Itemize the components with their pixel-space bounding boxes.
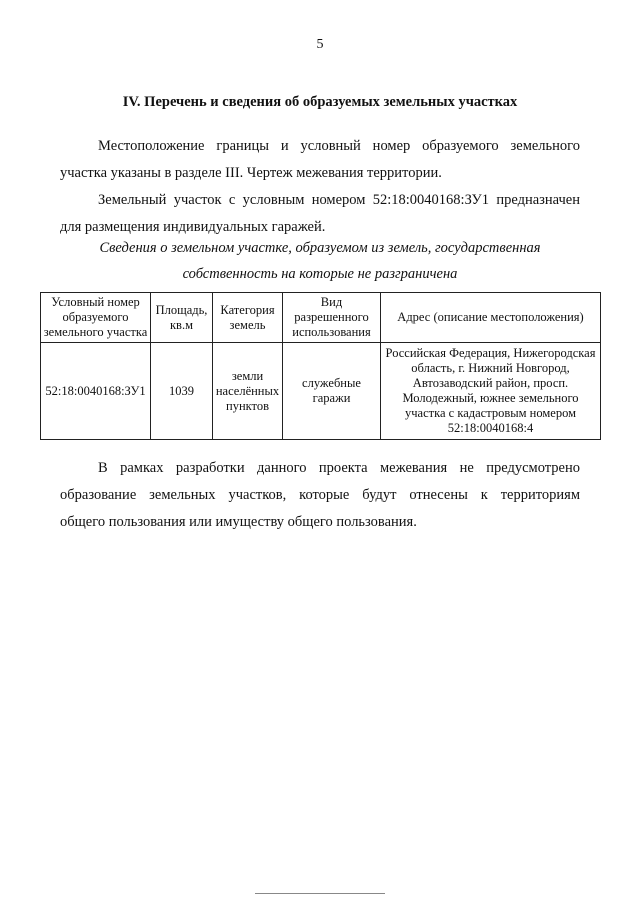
parcels-table <box>40 292 601 440</box>
table-header-row <box>41 293 601 343</box>
bottom-rule <box>255 893 385 894</box>
cell-conditional-number: 52:18:0040168:ЗУ1 <box>41 343 151 440</box>
table-row <box>41 343 601 440</box>
paragraph-line: Земельный участок с условным номером 52:18:0040168:ЗУ1 предназначен <box>98 192 580 208</box>
cell-land-category: земли населённых пунктов <box>213 343 283 440</box>
paragraph-line: участка указаны в разделе III. Чертеж межевания территории. <box>60 165 442 181</box>
paragraph-line: Местоположение границы и условный номер образуемого земельного <box>98 138 580 154</box>
header-address: Адрес (описание местоположения) <box>381 293 601 343</box>
page-number: 5 <box>316 37 324 52</box>
paragraph-location <box>60 133 580 187</box>
table-caption-line-2: собственность на которые не разграничена <box>182 266 458 282</box>
header-land-category: Категория земель <box>213 293 283 343</box>
header-conditional-number: Условный номер образуемого земельного участка <box>41 293 151 343</box>
cell-address: Российская Федерация, Нижегородская область, г. Нижний Новгород, Автозаводский район, просп. Молодежный, южнее земельного участка с кадастровым номером 52:18:0040168:4 <box>381 343 601 440</box>
section-title: IV. Перечень и сведения об образуемых земельных участках <box>122 94 518 110</box>
paragraph-line: В рамках разработки данного проекта межевания не предусмотрено <box>98 460 580 476</box>
header-area: Площадь, кв.м <box>151 293 213 343</box>
cell-area: 1039 <box>151 343 213 440</box>
paragraph-purpose <box>60 187 580 241</box>
cell-permitted-use: служебные гаражи <box>283 343 381 440</box>
paragraph-public-use <box>60 455 580 536</box>
header-permitted-use: Вид разрешенного использования <box>283 293 381 343</box>
paragraph-line: образование земельных участков, которые будут отнесены к территориям <box>60 487 580 503</box>
paragraph-line: общего пользования или имуществу общего пользования. <box>60 514 417 530</box>
paragraph-line: для размещения индивидуальных гаражей. <box>60 219 326 235</box>
table-caption-line-1: Сведения о земельном участке, образуемом из земель, государственная <box>99 240 541 256</box>
